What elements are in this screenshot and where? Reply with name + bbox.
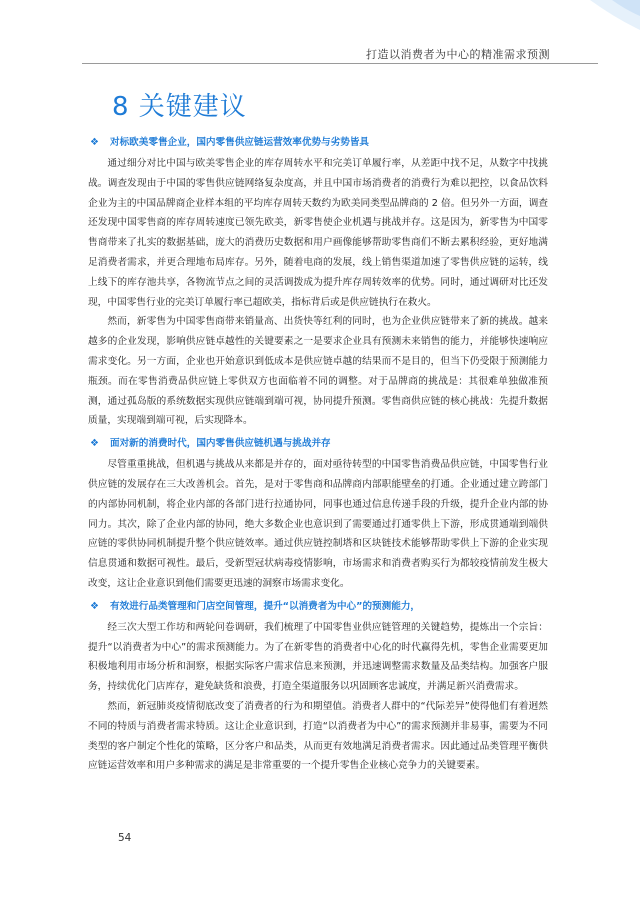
chapter-title: 8 关键建议 — [112, 92, 247, 122]
section-heading-text: 面对新的消费时代，国内零售供应链机遇与挑战并存 — [110, 438, 331, 450]
section-heading — [88, 598, 548, 615]
running-header-title: 打造以消费者为中心的精准需求预测 — [366, 48, 550, 61]
section-heading — [88, 435, 548, 452]
paragraph: 然而，新冠肺炎疫情彻底改变了消费者的行为和期望值。消费者人群中的“代际差异”使得他们有着迥然不同的特质与消费者需求特质。这让企业意识到，打造“以消费者为中心”的需求预测并非易事，需要为不同类型的客户制定个性化的策略，区分客户和品类，从而更有效地满足消费者需求。因此通过品类管理平衡供应链运营效率和用户多种需求的满足是非常重要的一个提升零售企业核心竞争力的关键要素。 — [88, 700, 548, 772]
header-divider — [82, 63, 598, 64]
section-heading — [88, 134, 548, 151]
corner-decoration — [560, 0, 640, 50]
paragraph: 经三次大型工作坊和两轮问卷调研，我们梳理了中国零售业供应链管理的关键趋势，提炼出一个宗旨：提升“以消费者为中心”的需求预测能力。为了在新零售的消费者中心化的时代赢得先机，零售企业需要更加积极地利用市场分析和洞察，根据实际客户需求信息来预测，并迅速调整需求数量及品类结构。加强客户服务，持续优化门店库存，避免缺货和浪费，打造全渠道服务以巩固顾客忠诚度，并满足新兴消费需求。 — [88, 621, 548, 693]
paragraph: 通过细分对比中国与欧美零售企业的库存周转水平和完美订单履行率，从差距中找不足，从数字中找挑战。调查发现由于中国的零售供应链网络复杂度高，并且中国市场消费者的消费行为难以把控，以食品饮料企业为主的中国品牌商企业样本组的平均库存周转天数约为欧美同类型品牌商的 2 倍。但另外一方面，调查还发现中国零售商的库存周转速度已领先欧美，新零售使企业机遇与挑战并存。这是因为，新零售为中国零售商带来了扎实的数据基础，庞大的消费历史数据和用户画像能够帮助零售商们不断去累积经验，更好地满足消费者需求，并更合理地布局库存。另外，随着电商的发展，线上销售渠道加速了零售供应链的运转，线上线下的库存池共享，各物流节点之间的灵活调拨成为提升库存周转效率的优势。同时，通过调研对比还发现，中国零售行业的完美订单履行率已超欧美，指标背后或是供应链执行在救火。 — [88, 158, 548, 308]
paragraph: 尽管重重挑战，但机遇与挑战从来都是并存的，面对亟待转型的中国零售消费品供应链，中国零售行业供应链的发展存在三大改善机会。首先，是对于零售商和品牌商内部职能壁垒的打通。企业通过建立跨部门的内部协同机制，将企业内部的各部门进行拉通协同，同事也通过信息传递手段的升级，提升企业内部的协同力。其次，除了企业内部的协同，绝大多数企业也意识到了需要通过打通零供上下游，形成贯通端到端供应链的零供协同机制提升整个供应链效率。通过供应链控制塔和区块链技术能够帮助零供上下游的企业实现信息贯通和数据可视性。最后，受新型冠状病毒疫情影响，市场需求和消费者购买行为都较疫情前发生极大改变，这让企业意识到他们需要更迅速的洞察市场需求变化。 — [88, 459, 548, 589]
diamond-bullet-icon: ❖ — [90, 600, 99, 612]
section-heading-text: 对标欧美零售企业，国内零售供应链运营效率优势与劣势皆具 — [110, 137, 370, 148]
document-body — [88, 130, 548, 776]
page-number: 54 — [118, 832, 132, 844]
section-heading-text: 有效进行品类管理和门店空间管理，提升“以消费者为中心”的预测能力， — [110, 600, 421, 612]
diamond-bullet-icon: ❖ — [90, 137, 99, 148]
paragraph: 然而，新零售为中国零售商带来销量高、出货快等红利的同时，也为企业供应链带来了新的挑战。越来越多的企业发现，影响供应链卓越性的关键要素之一是要求企业具有预测未来销售的能力，并能够快速响应需求变化。另一方面，企业也开始意识到低成本是供应链卓越的结果而不是目的，但当下仍受限于预测能力瓶颈。而在零售消费品供应链上零供双方也面临着不同的调整。对于品牌商的挑战是：其很难单独做准预测，通过孤岛版的系统数据实现供应链端到端可视，协同提升预测。零售商供应链的核心挑战：先提升数据质量，实现端到端可视，后实现降本。 — [88, 316, 548, 427]
diamond-bullet-icon: ❖ — [90, 438, 99, 450]
